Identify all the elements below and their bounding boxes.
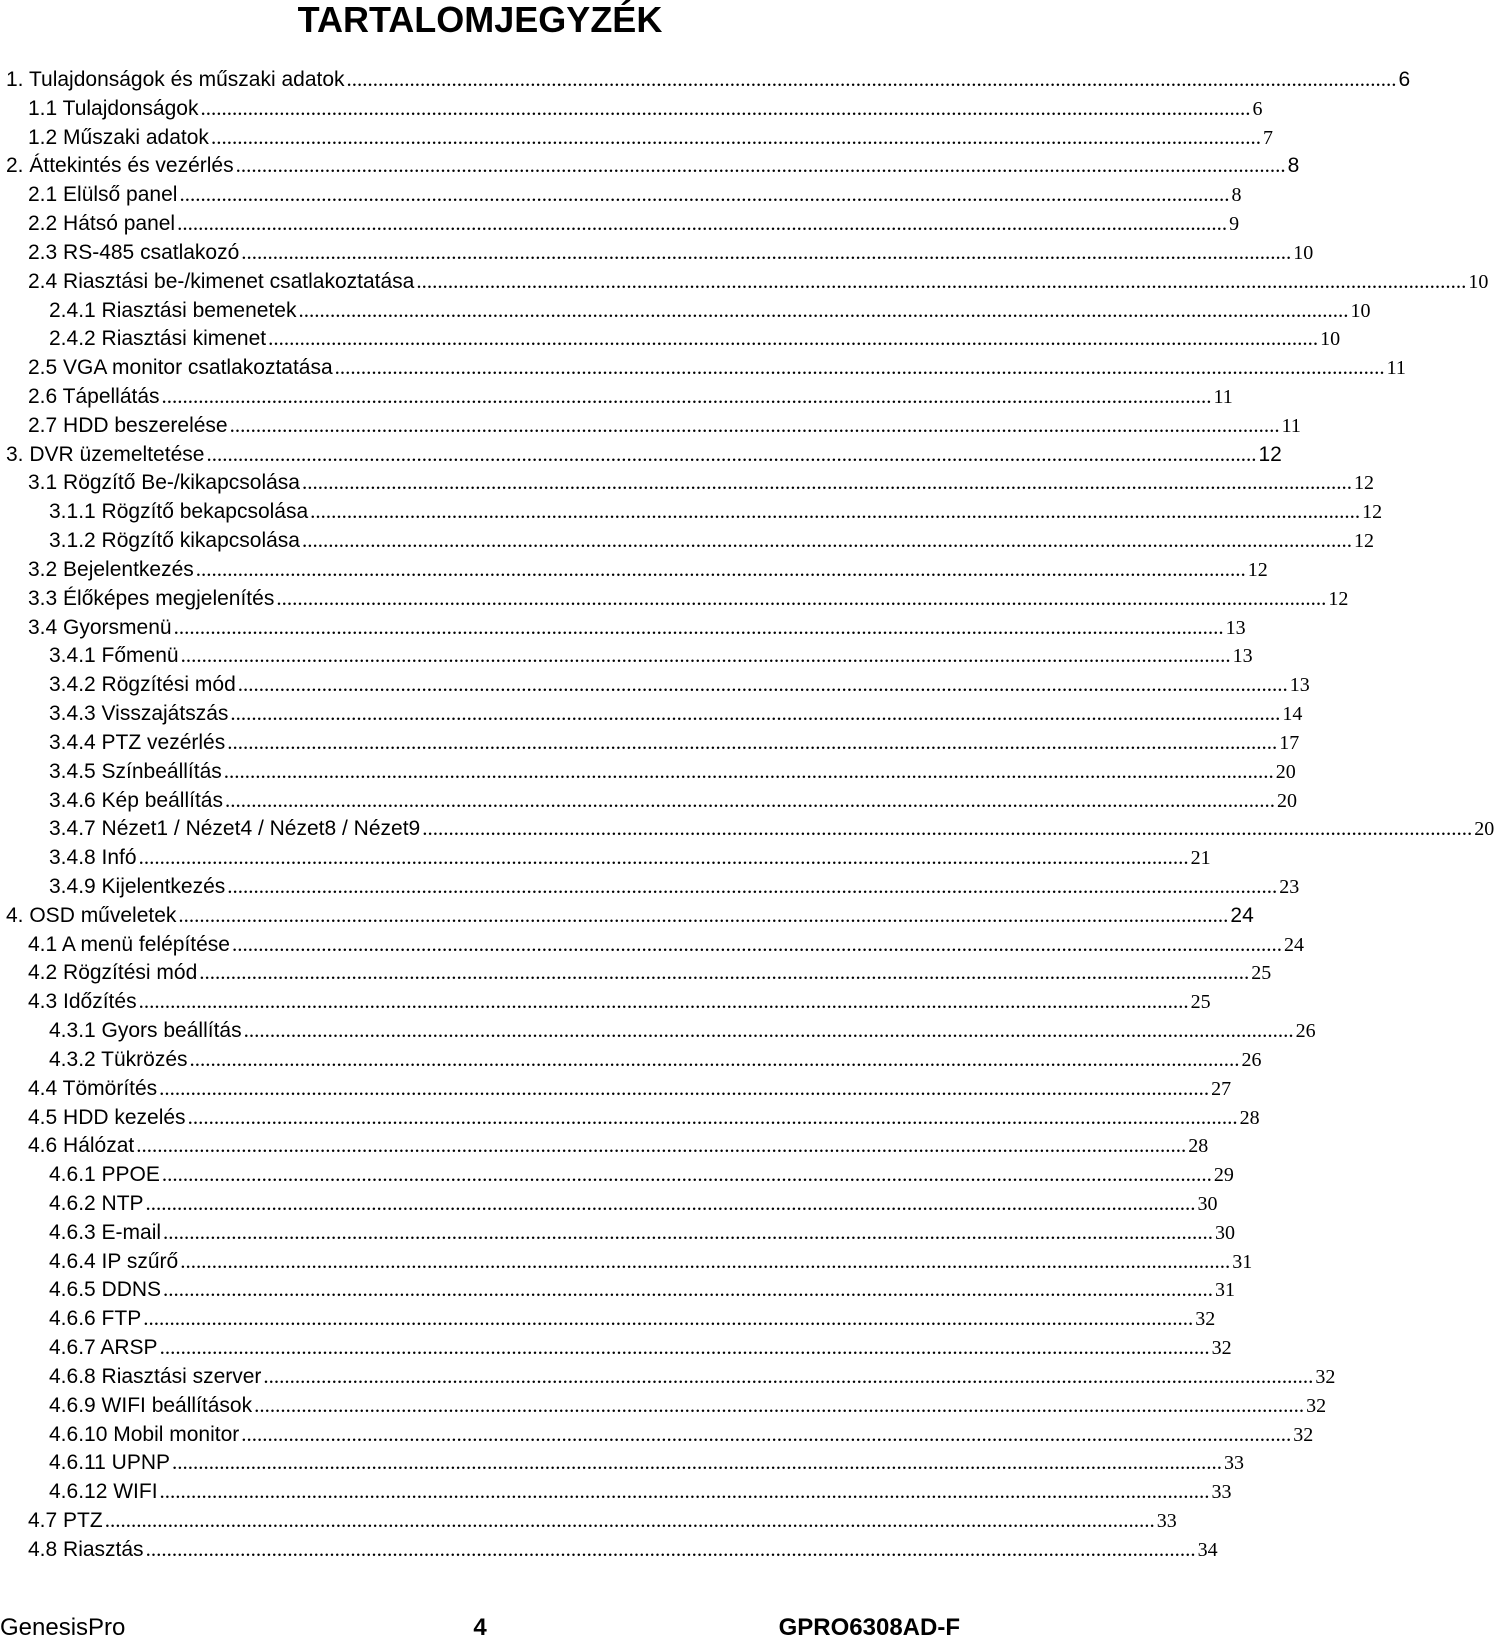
toc-leader-dots: ........................................................................................................................................................................................................ (241, 1421, 1292, 1446)
toc-entry[interactable] (49, 496, 1383, 526)
toc-leader-dots: ........................................................................................................................................................................................................ (104, 1508, 1155, 1532)
toc-leader-dots: ........................................................................................................................................................................................................ (178, 902, 1229, 927)
toc-leader-dots: ........................................................................................................................................................................................................ (180, 1248, 1231, 1273)
toc-entry-title: 4.6.11 UPNP (49, 1451, 171, 1475)
toc-leader-dots: ........................................................................................................................................................................................................ (179, 182, 1230, 207)
toc-entry[interactable] (28, 208, 1240, 238)
toc-entry-page: 29 (1213, 1164, 1234, 1187)
toc-leader-dots: ........................................................................................................................................................................................................ (145, 1536, 1196, 1561)
toc-entry-title: 4.6.12 WIFI (49, 1480, 158, 1504)
toc-entry-page: 24 (1230, 903, 1254, 927)
toc-entry-title: 4.3 Időzítés (28, 990, 137, 1014)
toc-leader-dots: ........................................................................................................................................................................................................ (301, 528, 1352, 553)
toc-entry-page: 11 (1213, 386, 1233, 409)
toc-leader-dots: ........................................................................................................................................................................................................ (310, 499, 1361, 524)
toc-entry[interactable] (49, 727, 1300, 757)
toc-entry[interactable] (28, 612, 1246, 642)
toc-entry-title: 1.1 Tulajdonságok (28, 96, 199, 120)
toc-entry-title: 1. Tulajdonságok és műszaki adatok (6, 68, 345, 91)
toc-entry-page: 26 (1295, 1020, 1316, 1043)
toc-entry-page: 32 (1195, 1308, 1216, 1331)
toc-leader-dots: ........................................................................................................................................................................................................ (223, 758, 1274, 783)
toc-entry-title: 3.3 Élőképes megjelenítés (28, 586, 275, 610)
toc-leader-dots: ........................................................................................................................................................................................................ (180, 643, 1231, 668)
toc-entry-title: 3.4.4 PTZ vezérlés (49, 730, 226, 754)
toc-entry[interactable] (28, 583, 1349, 613)
toc-entry[interactable] (28, 1102, 1260, 1132)
toc-entry-page: 21 (1190, 847, 1211, 870)
toc-entry[interactable] (6, 439, 1282, 469)
toc-entry[interactable] (49, 1303, 1216, 1333)
toc-entry-title: 4.6.3 E-mail (49, 1220, 162, 1244)
toc-entry[interactable] (28, 122, 1273, 152)
toc-entry-title: 4.1 A menü felépítése (28, 932, 230, 956)
toc-entry[interactable] (49, 323, 1341, 353)
toc-entry-title: 3.4 Gyorsmenü (28, 615, 172, 639)
toc-entry[interactable] (6, 900, 1254, 930)
toc-entry-page: 6 (1252, 97, 1263, 120)
toc-entry-title: 3.4.6 Kép beállítás (49, 788, 223, 812)
toc-leader-dots: ........................................................................................................................................................................................................ (241, 239, 1292, 264)
toc-leader-dots: ........................................................................................................................................................................................................ (199, 960, 1250, 985)
toc-entry-title: 4.6.9 WIFI beállítások (49, 1393, 253, 1417)
toc-entry[interactable] (28, 266, 1489, 296)
toc-leader-dots: ........................................................................................................................................................................................................ (231, 931, 1282, 956)
toc-entry-page: 32 (1306, 1394, 1327, 1417)
toc-entry-page: 11 (1386, 357, 1406, 380)
toc-leader-dots: ........................................................................................................................................................................................................ (163, 1277, 1214, 1302)
toc-leader-dots: ........................................................................................................................................................................................................ (422, 816, 1473, 841)
toc-leader-dots: ........................................................................................................................................................................................................ (163, 1219, 1214, 1244)
toc-entry[interactable] (28, 1505, 1177, 1535)
toc-entry[interactable] (28, 1534, 1218, 1564)
toc-entry[interactable] (49, 698, 1303, 728)
toc-entry-page: 24 (1283, 933, 1304, 956)
toc-entry[interactable] (28, 1073, 1232, 1103)
toc-entry[interactable] (49, 1188, 1218, 1218)
toc-entry-title: 2. Áttekintés és vezérlés (6, 154, 234, 178)
toc-entry-title: 4.4 Tömörítés (28, 1076, 158, 1100)
toc-leader-dots: ........................................................................................................................................................................................................ (416, 268, 1467, 293)
toc-entry-title: 4.7 PTZ (28, 1509, 103, 1532)
toc-entry[interactable] (28, 986, 1211, 1016)
toc-entry-title: 3. DVR üzemeltetése (6, 442, 205, 466)
toc-leader-dots: ........................................................................................................................................................................................................ (298, 297, 1349, 322)
toc-entry[interactable] (28, 93, 1263, 123)
toc-entry[interactable] (49, 1246, 1253, 1276)
footer-model: GPRO6308AD-F (778, 1614, 960, 1641)
toc-entry[interactable] (49, 1044, 1262, 1074)
toc-entry-title: 2.6 Tápellátás (28, 385, 160, 409)
toc-entry[interactable] (49, 1390, 1327, 1420)
toc-leader-dots: ........................................................................................................................................................................................................ (301, 470, 1352, 495)
toc-entry[interactable] (6, 150, 1300, 180)
toc-entry-title: 4. OSD műveletek (6, 903, 177, 927)
toc-entry-title: 4.6.2 NTP (49, 1191, 144, 1215)
toc-entry-title: 4.6.7 ARSP (49, 1336, 158, 1360)
toc-entry-title: 2.3 RS-485 csatlakozó (28, 240, 240, 264)
toc-leader-dots: ........................................................................................................................................................................................................ (200, 95, 1251, 120)
toc-leader-dots: ........................................................................................................................................................................................................ (177, 211, 1228, 236)
toc-entry-page: 17 (1279, 731, 1300, 754)
toc-entry-page: 12 (1258, 442, 1282, 466)
toc-entry-title: 4.6.8 Riasztási szerver (49, 1364, 262, 1388)
toc-entry[interactable] (28, 410, 1301, 440)
toc-entry-page: 34 (1197, 1538, 1218, 1561)
toc-entry-page: 33 (1211, 1481, 1232, 1504)
toc-entry[interactable] (49, 1419, 1314, 1449)
toc-entry[interactable] (49, 1332, 1232, 1362)
toc-entry[interactable] (28, 957, 1272, 987)
toc-entry-title: 3.4.1 Főmenü (49, 644, 179, 668)
toc-entry-page: 8 (1231, 184, 1242, 207)
toc-entry-title: 2.4.2 Riasztási kimenet (49, 327, 267, 351)
toc-entry-page: 27 (1211, 1077, 1232, 1100)
footer-brand: GenesisPro (0, 1614, 126, 1641)
toc-leader-dots: ........................................................................................................................................................................................................ (229, 412, 1280, 437)
toc-leader-dots: ........................................................................................................................................................................................................ (263, 1363, 1314, 1388)
toc-entry-title: 2.5 VGA monitor csatlakoztatása (28, 356, 333, 380)
toc-entry-title: 3.4.3 Visszajátszás (49, 702, 229, 726)
toc-entry-page: 8 (1287, 154, 1300, 178)
toc-entry-title: 4.6.6 FTP (49, 1307, 142, 1331)
toc-entry-page: 13 (1232, 645, 1253, 668)
toc-entry[interactable] (28, 929, 1304, 959)
toc-entry[interactable] (28, 352, 1406, 382)
toc-entry-title: 4.5 HDD kezelés (28, 1105, 186, 1129)
toc-entry-title: 2.4.1 Riasztási bemenetek (49, 298, 297, 322)
toc-leader-dots: ........................................................................................................................................................................................................ (210, 124, 1261, 149)
toc-entry-page: 20 (1474, 818, 1494, 841)
toc-entry[interactable] (49, 295, 1371, 325)
toc-entry-page: 31 (1215, 1279, 1236, 1302)
toc-leader-dots: ........................................................................................................................................................................................................ (189, 1046, 1240, 1071)
toc-entry-page: 33 (1224, 1452, 1245, 1475)
toc-entry-page: 14 (1282, 703, 1303, 726)
toc-entry[interactable] (49, 669, 1310, 699)
toc-entry-page: 12 (1353, 530, 1374, 553)
toc-entry-title: 4.6.4 IP szűrő (49, 1249, 179, 1273)
toc-entry-page: 12 (1247, 558, 1268, 581)
toc-entry-title: 1.2 Műszaki adatok (28, 125, 209, 149)
toc-entry[interactable] (49, 1447, 1245, 1477)
toc-entry-title: 3.4.8 Infó (49, 846, 137, 870)
toc-entry[interactable] (49, 1159, 1234, 1189)
toc-leader-dots: ........................................................................................................................................................................................................ (230, 701, 1281, 726)
toc-entry-page: 12 (1328, 587, 1349, 610)
toc-leader-dots: ........................................................................................................................................................................................................ (195, 556, 1246, 581)
page-footer (0, 1608, 960, 1648)
toc-entry[interactable] (49, 871, 1300, 901)
toc-entry[interactable] (6, 64, 1411, 94)
toc-entry-page: 32 (1211, 1337, 1232, 1360)
toc-entry-page: 12 (1362, 501, 1383, 524)
toc-entry-page: 28 (1188, 1135, 1209, 1158)
toc-entry-page: 7 (1262, 126, 1273, 149)
toc-entry[interactable] (49, 525, 1374, 555)
toc-entry-page: 9 (1229, 213, 1240, 236)
toc-entry-page: 25 (1190, 991, 1211, 1014)
toc-entry-title: 3.4.5 Színbeállítás (49, 759, 222, 783)
toc-entry-title: 3.1.2 Rögzítő kikapcsolása (49, 529, 300, 553)
toc-entry-title: 4.6 Hálózat (28, 1134, 135, 1158)
toc-entry-page: 30 (1215, 1221, 1236, 1244)
toc-entry[interactable] (28, 467, 1374, 497)
toc-leader-dots: ........................................................................................................................................................................................................ (227, 729, 1278, 754)
toc-entry-page: 10 (1293, 241, 1314, 264)
toc-leader-dots: ........................................................................................................................................................................................................ (346, 67, 1397, 91)
toc-entry-title: 4.6.1 PPOE (49, 1163, 160, 1187)
toc-entry-title: 2.4 Riasztási be-/kimenet csatlakoztatása (28, 269, 415, 293)
toc-entry-page: 13 (1225, 616, 1246, 639)
toc-leader-dots: ........................................................................................................................................................................................................ (136, 1133, 1187, 1158)
toc-leader-dots: ........................................................................................................................................................................................................ (243, 1018, 1294, 1043)
toc-entry[interactable] (49, 1015, 1316, 1045)
toc-leader-dots: ........................................................................................................................................................................................................ (235, 153, 1286, 178)
toc-entry-page: 10 (1320, 328, 1341, 351)
footer-page-number: 4 (473, 1614, 487, 1641)
toc-entry-title: 3.4.2 Rögzítési mód (49, 673, 236, 697)
toc-entry-title: 4.3.1 Gyors beállítás (49, 1019, 242, 1043)
toc-leader-dots: ........................................................................................................................................................................................................ (254, 1392, 1305, 1417)
toc-leader-dots: ........................................................................................................................................................................................................ (145, 1190, 1196, 1215)
toc-entry[interactable] (49, 640, 1253, 670)
toc-entry-title: 3.4.7 Nézet1 / Nézet4 / Nézet8 / Nézet9 (49, 817, 421, 841)
toc-entry-page: 11 (1281, 414, 1301, 437)
toc-entry[interactable] (28, 179, 1242, 209)
toc-leader-dots: ........................................................................................................................................................................................................ (276, 585, 1327, 610)
toc-entry-title: 3.4.9 Kijelentkezés (49, 874, 226, 898)
toc-leader-dots: ........................................................................................................................................................................................................ (138, 845, 1189, 870)
toc-entry[interactable] (49, 756, 1296, 786)
toc-entry-title: 4.2 Rögzítési mód (28, 961, 198, 985)
toc-entry-title: 2.7 HDD beszerelése (28, 413, 228, 437)
toc-leader-dots: ........................................................................................................................................................................................................ (237, 672, 1288, 697)
toc-entry[interactable] (49, 1274, 1236, 1304)
toc-entry-title: 3.1 Rögzítő Be-/kikapcsolása (28, 471, 300, 495)
toc-entry-title: 4.8 Riasztás (28, 1537, 144, 1561)
toc-entry-page: 23 (1279, 875, 1300, 898)
toc-entry[interactable] (28, 381, 1233, 411)
toc-entry-title: 2.1 Elülső panel (28, 183, 178, 207)
toc-entry[interactable] (49, 1476, 1232, 1506)
toc-entry-title: 4.6.5 DDNS (49, 1278, 162, 1302)
toc-entry-title: 3.2 Bejelentkezés (28, 557, 194, 581)
toc-entry-page: 26 (1241, 1048, 1262, 1071)
toc-leader-dots: ........................................................................................................................................................................................................ (227, 873, 1278, 898)
toc-entry[interactable] (28, 554, 1268, 584)
toc-entry-page: 31 (1232, 1250, 1253, 1273)
page-title: TARTALOMJEGYZÉK (297, 0, 663, 40)
toc-leader-dots: ........................................................................................................................................................................................................ (159, 1075, 1210, 1100)
toc-entry-page: 10 (1468, 270, 1489, 293)
toc-entry-page: 30 (1197, 1192, 1218, 1215)
toc-entry-page: 20 (1275, 760, 1296, 783)
toc-entry-page: 32 (1293, 1423, 1314, 1446)
toc-leader-dots: ........................................................................................................................................................................................................ (161, 1162, 1212, 1187)
toc-entry[interactable] (49, 1361, 1336, 1391)
toc-leader-dots: ........................................................................................................................................................................................................ (224, 787, 1275, 812)
toc-entry-page: 6 (1398, 68, 1411, 91)
toc-entry-title: 2.2 Hátsó panel (28, 212, 176, 236)
toc-leader-dots: ........................................................................................................................................................................................................ (187, 1104, 1238, 1129)
toc-entry-title: 3.1.1 Rögzítő bekapcsolása (49, 500, 309, 524)
toc-leader-dots: ........................................................................................................................................................................................................ (138, 989, 1189, 1014)
toc-entry-page: 20 (1276, 789, 1297, 812)
toc-leader-dots: ........................................................................................................................................................................................................ (159, 1335, 1210, 1360)
toc-leader-dots: ........................................................................................................................................................................................................ (334, 355, 1385, 380)
toc-entry-page: 33 (1156, 1510, 1177, 1532)
toc-entry-title: 4.3.2 Tükrözés (49, 1047, 188, 1071)
toc-entry[interactable] (49, 842, 1211, 872)
toc-leader-dots: ........................................................................................................................................................................................................ (159, 1479, 1210, 1504)
toc-leader-dots: ........................................................................................................................................................................................................ (173, 614, 1224, 639)
toc-entry-title: 4.6.10 Mobil monitor (49, 1422, 240, 1446)
toc-entry[interactable] (49, 1217, 1236, 1247)
toc-leader-dots: ........................................................................................................................................................................................................ (268, 326, 1319, 351)
toc-entry[interactable] (28, 237, 1314, 267)
toc-leader-dots: ........................................................................................................................................................................................................ (206, 441, 1257, 466)
toc-leader-dots: ........................................................................................................................................................................................................ (161, 384, 1212, 409)
toc-entry[interactable] (28, 1130, 1209, 1160)
toc-entry-page: 32 (1315, 1365, 1336, 1388)
toc-entry-page: 10 (1350, 299, 1371, 322)
toc-entry-page: 13 (1289, 674, 1310, 697)
toc-entry-page: 28 (1239, 1106, 1260, 1129)
toc-entry-page: 25 (1251, 962, 1272, 985)
toc-entry-page: 12 (1353, 472, 1374, 495)
toc-leader-dots: ........................................................................................................................................................................................................ (143, 1306, 1194, 1331)
toc-leader-dots: ........................................................................................................................................................................................................ (172, 1450, 1223, 1475)
toc-entry[interactable] (49, 785, 1297, 815)
toc-entry[interactable] (49, 813, 1494, 843)
